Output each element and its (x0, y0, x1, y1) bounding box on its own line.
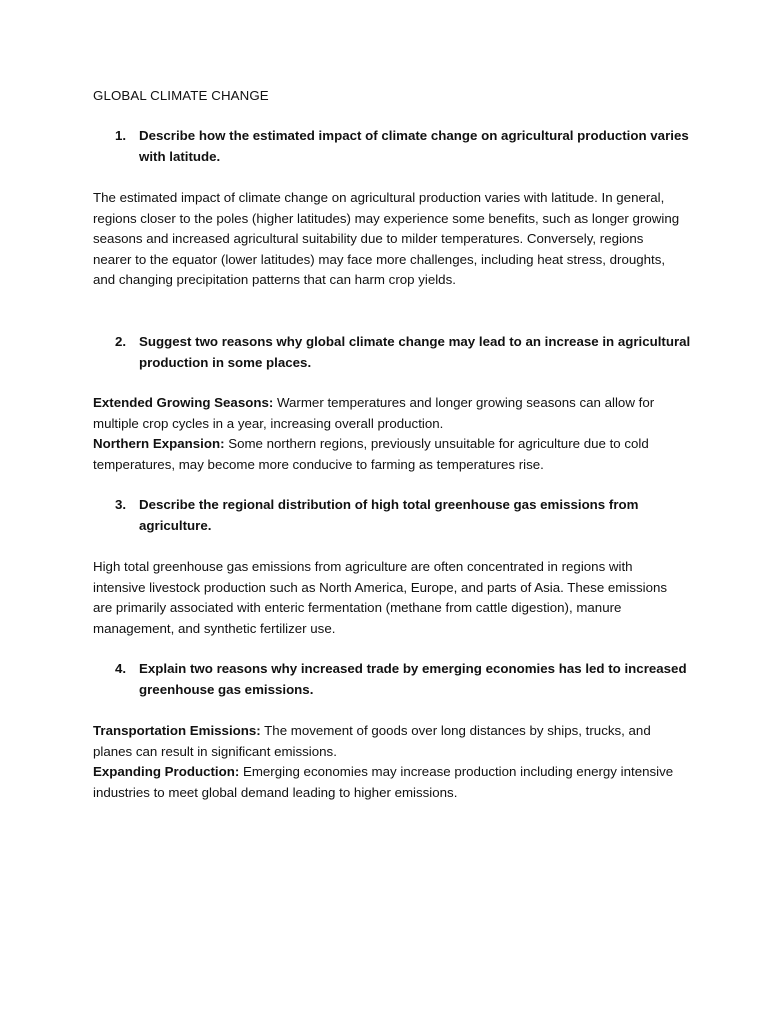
question-number: 1. (115, 128, 127, 143)
question-4 (115, 659, 699, 700)
question-2 (115, 332, 699, 373)
question-text: Describe the regional distribution of high total greenhouse gas emissions from agriculture. (139, 497, 639, 533)
question-text: Suggest two reasons why global climate change may lead to an increase in agricultural production in some places. (139, 334, 691, 370)
point-label: Expanding Production: (93, 764, 240, 780)
point-label: Northern Expansion: (93, 436, 225, 452)
question-number: 3. (115, 497, 127, 512)
point-label: Extended Growing Seasons: (93, 395, 274, 410)
answer-4-point-2 (93, 762, 683, 803)
point-label: Transportation Emissions: (93, 723, 261, 738)
question-text: Explain two reasons why increased trade by emerging economies has led to increased greenhouse gas emissions. (139, 661, 687, 697)
answer-2-point-2 (93, 434, 683, 475)
point-text: Warmer temperatures and longer growing seasons can allow for multiple crop cycles in a year, increasing overall production. (93, 395, 655, 431)
question-text: Describe how the estimated impact of climate change on agricultural production varies with latitude. (139, 128, 689, 164)
question-1 (115, 126, 699, 167)
answer-4 (93, 721, 683, 803)
question-number: 4. (115, 661, 127, 676)
point-text: Emerging economies may increase production including energy intensive industries to meet global demand leading to higher emissions. (93, 764, 674, 800)
answer-2-point-1 (93, 393, 683, 434)
point-text: The movement of goods over long distances by ships, trucks, and planes can result in significant emissions. (93, 723, 651, 759)
answer-4-point-1 (93, 721, 683, 762)
document-title: GLOBAL CLIMATE CHANGE (93, 88, 269, 103)
answer-2 (93, 393, 683, 475)
question-number: 2. (115, 334, 127, 349)
question-3 (115, 495, 699, 536)
answer-3: High total greenhouse gas emissions from agriculture are often concentrated in regions with intensive livestock production such as North America, Europe, and parts of Asia. These emissions are primarily associated with enteric fermentation (methane from cattle digestion), manure management, and synthetic fertilizer use. (93, 559, 668, 636)
point-text: Some northern regions, previously unsuitable for agriculture due to cold temperatures, may become more conducive to farming as temperatures rise. (93, 436, 649, 472)
answer-1: The estimated impact of climate change on agricultural production varies with latitude. In general, regions closer to the poles (higher latitudes) may experience some benefits, such as longer growing seasons and increased agricultural suitability due to milder temperatures. Conversely, regions nearer to the equator (lower latitudes) may face more challenges, including heat stress, droughts, and changing precipitation patterns that can harm crop yields. (93, 190, 680, 288)
